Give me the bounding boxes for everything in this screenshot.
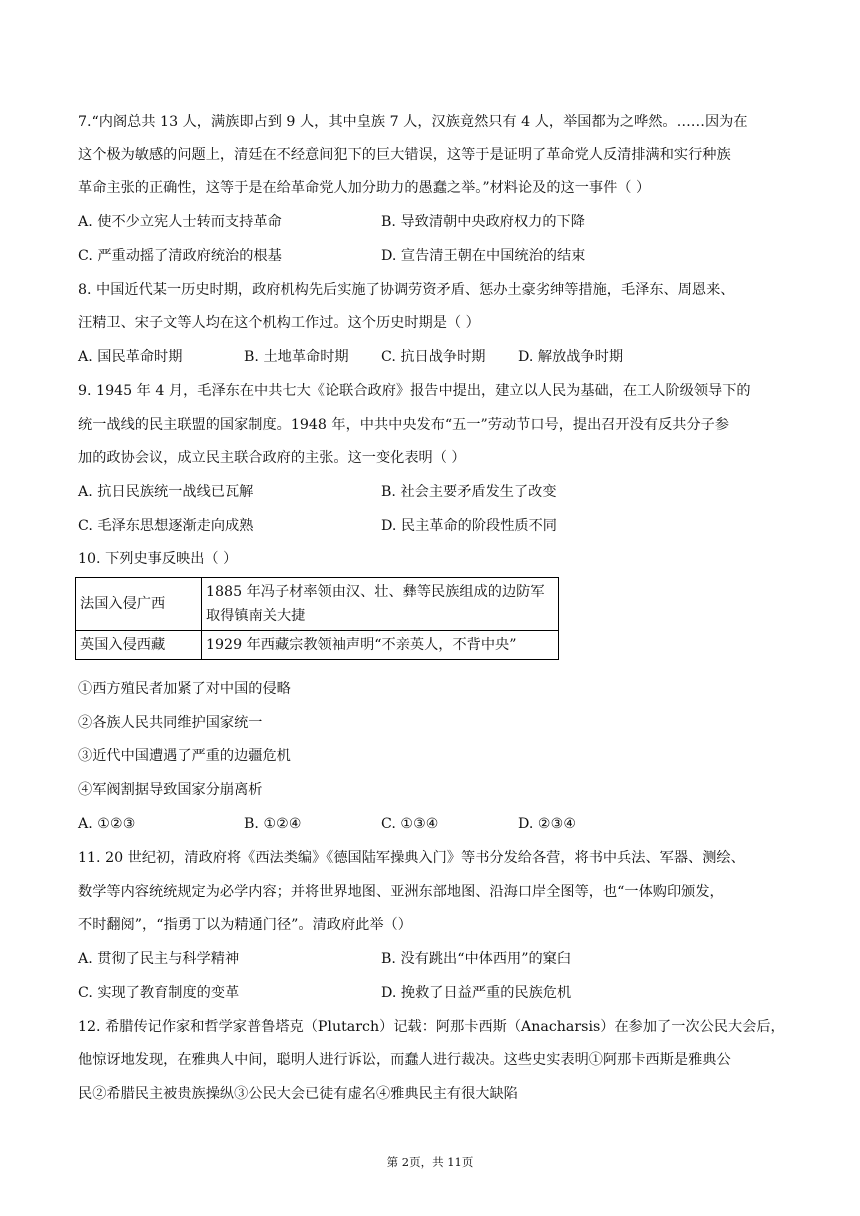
q10-option-b[interactable]: B. ①②④ — [244, 816, 302, 832]
q9-stem-line-3: 加的政协会议，成立民主联合政府的主张。这一变化表明（ ） — [78, 450, 466, 466]
table-cell: 1929 年西藏宗教领袖声明“不亲英人，不背中央” — [202, 631, 559, 660]
q7-option-b[interactable]: B. 导致清朝中央政府权力的下降 — [381, 214, 585, 230]
q10-statement-2: ②各族人民共同维护国家统一 — [78, 715, 263, 731]
q10-option-d[interactable]: D. ②③④ — [518, 816, 577, 832]
q7-stem-line-3: 革命主张的正确性，这等于是在给革命党人加分助力的愚蠢之举。”材料论及的这一事件（ ） — [78, 180, 651, 196]
q7-option-c[interactable]: C. 严重动摇了清政府统治的根基 — [78, 248, 282, 264]
q12-stem-line-1: 12. 希腊传记作家和哲学家普鲁塔克（Plutarch）记载：阿那卡西斯（Anacharsis）在参加了一次公民大会后， — [78, 1019, 785, 1035]
q9-option-b[interactable]: B. 社会主要矛盾发生了改变 — [381, 484, 557, 500]
q11-stem-line-2: 数学等内容统统规定为必学内容；并将世界地图、亚洲东部地图、沿海口岸全图等，也“一体购印颁发， — [78, 884, 724, 900]
q11-option-d[interactable]: D. 挽救了日益严重的民族危机 — [381, 985, 572, 1001]
q10-stem: 10. 下列史事反映出（ ） — [78, 551, 238, 567]
q11-stem-line-3: 不时翻阅”，“指勇丁以为精通门径”。清政府此举（） — [78, 917, 412, 933]
q10-statement-1: ①西方殖民者加紧了对中国的侵略 — [78, 681, 291, 697]
q10-option-c[interactable]: C. ①③④ — [381, 816, 439, 832]
table-row — [76, 578, 559, 631]
q8-option-a[interactable]: A. 国民革命时期 — [78, 349, 183, 365]
q11-option-c[interactable]: C. 实现了教育制度的变革 — [78, 985, 240, 1001]
q8-option-d[interactable]: D. 解放战争时期 — [518, 349, 624, 365]
q10-statement-4: ④军阀割据导致国家分崩离析 — [78, 782, 263, 798]
q9-stem-line-2: 统一战线的民主联盟的国家制度。1948 年，中共中央发布“五一”劳动节口号，提出召开没有反共分子参 — [78, 417, 730, 433]
q10-option-a[interactable]: A. ①②③ — [78, 816, 136, 832]
q11-option-b[interactable]: B. 没有跳出“中体西用”的窠臼 — [381, 951, 572, 967]
q9-stem-line-1: 9. 1945 年 4 月，毛泽东在中共七大《论联合政府》报告中提出，建立以人民为基础，在工人阶级领导下的 — [78, 383, 751, 399]
q7-stem-line-1: 7.“内阁总共 13 人，满族即占到 9 人，其中皇族 7 人，汉族竟然只有 4 人，举国都为之哗然。……因为在 — [78, 114, 748, 130]
q10-table — [75, 577, 559, 660]
table-cell: 英国入侵西藏 — [76, 631, 202, 660]
q11-option-a[interactable]: A. 贯彻了民主与科学精神 — [78, 951, 240, 967]
q8-stem-line-2: 汪精卫、宋子文等人均在这个机构工作过。这个历史时期是（ ） — [78, 315, 480, 331]
q8-stem-line-1: 8. 中国近代某一历史时期，政府机构先后实施了协调劳资矛盾、惩办土豪劣绅等措施，毛泽东、周恩来、 — [78, 282, 735, 298]
table-cell: 1885 年冯子材率领由汉、壮、彝等民族组成的边防军取得镇南关大捷 — [202, 578, 559, 631]
q8-option-c[interactable]: C. 抗日战争时期 — [381, 349, 486, 365]
q7-option-d[interactable]: D. 宣告清王朝在中国统治的结束 — [381, 248, 586, 264]
q9-option-c[interactable]: C. 毛泽东思想逐渐走向成熟 — [78, 518, 254, 534]
q7-stem-line-2: 这个极为敏感的问题上，清廷在不经意间犯下的巨大错误，这等于是证明了革命党人反清排满和实行种族 — [78, 147, 731, 163]
table-cell: 法国入侵广西 — [76, 578, 202, 631]
q12-stem-line-3: 民②希腊民主被贵族操纵③公民大会已徒有虚名④雅典民主有很大缺陷 — [78, 1086, 518, 1102]
q12-stem-line-2: 他惊讶地发现，在雅典人中间，聪明人进行诉讼，而蠢人进行裁决。这些史实表明①阿那卡西斯是雅典公 — [78, 1052, 731, 1068]
q9-option-d[interactable]: D. 民主革命的阶段性质不同 — [381, 518, 557, 534]
q8-option-b[interactable]: B. 土地革命时期 — [244, 349, 349, 365]
q10-statement-3: ③近代中国遭遇了严重的边疆危机 — [78, 748, 291, 764]
q11-stem-line-1: 11. 20 世纪初，清政府将《西法类编》《德国陆军操典入门》等书分发给各营，将书中兵法、军器、测绘、 — [78, 850, 745, 866]
table-row — [76, 631, 559, 660]
q7-option-a[interactable]: A. 使不少立宪人士转而支持革命 — [78, 214, 282, 230]
page-footer: 第 2页，共 11页 — [386, 1155, 474, 1169]
q9-option-a[interactable]: A. 抗日民族统一战线已瓦解 — [78, 484, 254, 500]
